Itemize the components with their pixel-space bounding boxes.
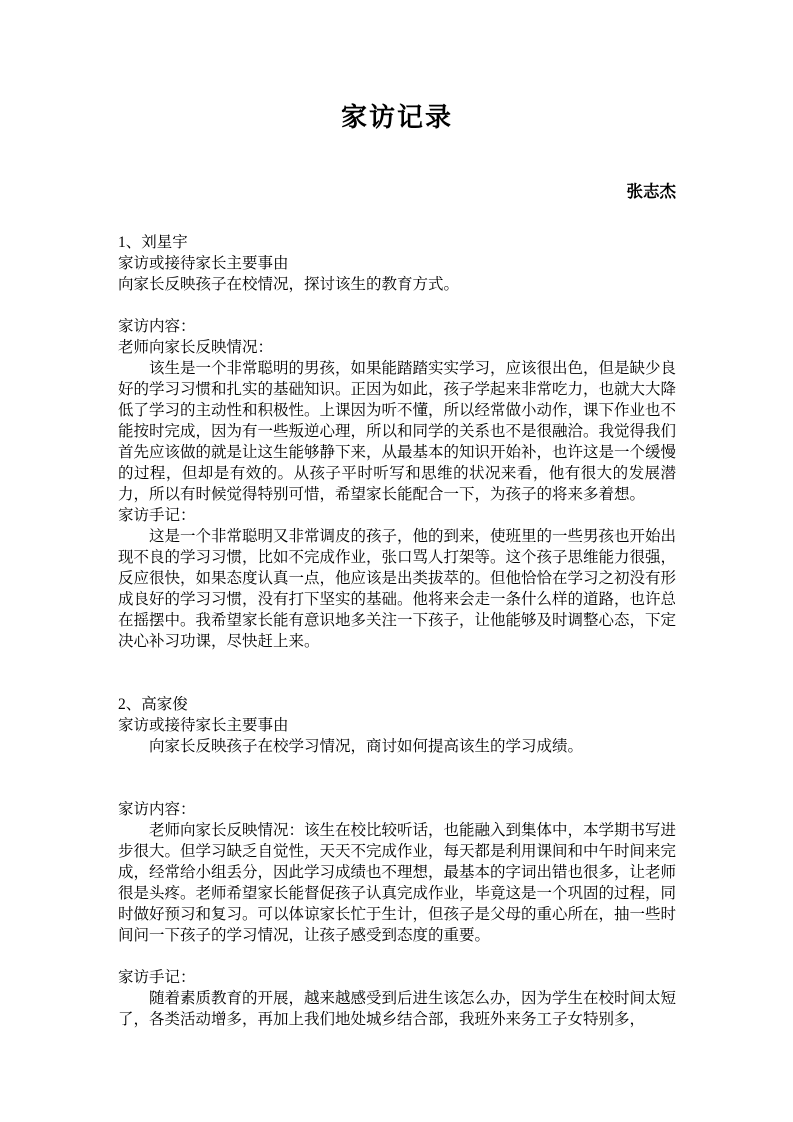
section2-reason-text: 向家长反映孩子在校学习情况，商讨如何提高该生的学习成绩。 [149, 738, 584, 755]
page-title: 家访记录 [340, 103, 453, 132]
section1-student-heading: 1、刘星宇 [118, 234, 188, 251]
author-name: 张志杰 [626, 182, 676, 201]
section2-student-heading: 2、高家俊 [118, 696, 188, 713]
section2-content-label: 家访内容： [118, 801, 196, 818]
section2-note-paragraph: 随着素质教育的开展，越来越感受到后进生该怎么办，因为学生在校时间太短了，各类活动增多，再加上我们地处城乡结合部，我班外来务工子女特别多， [118, 990, 677, 1028]
section1-content-label: 家访内容： [118, 318, 196, 335]
section1-reason-text: 向家长反映孩子在校情况，探讨该生的教育方式。 [118, 276, 460, 293]
section2-note-label: 家访手记： [118, 969, 196, 986]
section2-content-paragraph: 老师向家长反映情况：该生在校比较听话，也能融入到集体中，本学期书写进步很大。但学习缺乏自觉性，天天不完成作业，每天都是利用课间和中午时间来完成，经常给小组丢分，因此学习成绩也不理想，最基本的字词出错也很多，让老师很是头疼。老师希望家长能督促孩子认真完成作业，毕竟这是一个巩固的过程，同时做好预习和复习。可以体谅家长忙于生计，但孩子是父母的重心所在，抽一些时间问一下孩子的学习情况，让孩子感受到态度的重要。 [118, 822, 677, 944]
section1-reason-label: 家访或接待家长主要事由 [118, 255, 289, 272]
section2-reason-label: 家访或接待家长主要事由 [118, 717, 289, 734]
document-body [118, 232, 676, 1030]
section1-content-intro: 老师向家长反映情况： [118, 339, 274, 356]
section1-note-paragraph: 这是一个非常聪明又非常调皮的孩子，他的到来，使班里的一些男孩也开始出现不良的学习习惯，比如不完成作业，张口骂人打架等。这个孩子思维能力很强， 反应很快，如果态度认真一点，他应该是出类拔萃的。但他恰恰在学习之初没有形成良好的学习习惯，没有打下坚实的基础。他将来会走一条什么样的道路，也许总 在摇摆中。我希望家长能有意识地多关注一下孩子，让他能够及时调整心态，下定决心补习功课，尽快赶上来。 [118, 528, 677, 650]
section1-content-paragraph: 该生是一个非常聪明的男孩，如果能踏踏实实学习，应该很出色，但是缺少良好的学习习惯和扎实的基础知识。正因为如此，孩子学起来非常吃力，也就大大降 低了学习的主动性和积极性。上课因为听不懂，所以经常做小动作，课下作业也不能按时完成，因为有一些叛逆心理，所以和同学的关系也不是很融洽。我觉得我们 首先应该做的就是让这生能够静下来，从最基本的知识开始补，也许这是一个缓慢的过程，但却是有效的。从孩子平时听写和思维的状况来看，他有很大的发展潜 力，所以有时候觉得特别可惜，希望家长能配合一下，为孩子的将来多着想。 [118, 360, 677, 503]
section1-note-label: 家访手记： [118, 507, 196, 524]
